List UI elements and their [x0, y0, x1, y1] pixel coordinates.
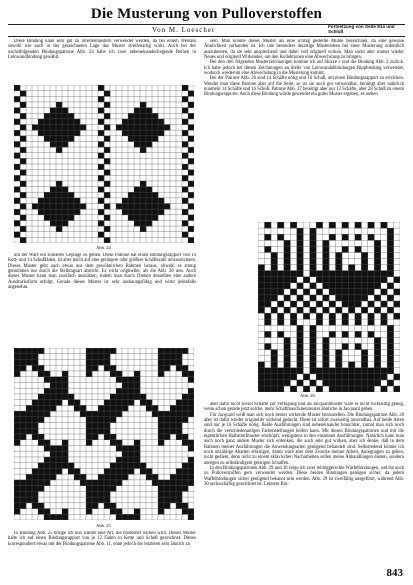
right-column-top	[204, 39, 404, 221]
caption-abb24: Abb. 24	[96, 245, 111, 250]
paragraph: um der Ware ein solideres Gepräge zu geben. Diese Patrone hat einen Bindungsrapport von 14 Kett- und 14 Schußfäden, ist aber leicht auf eine geringere oder größere Schäftezahl umzuzeichnen. Dieses Muster geht auch etwas aus dem gewöhnlichen Rahmen heraus, obwohl es streng genommen nur durch die Stellungsart absticht. Es wirkt origineller, als die Abb. 20 usw. Auch dieses Muster kann man zweifach ausnützen, indem man durch Drehen desselben eine andere Ausdrucksform erfolgt. Gerade dieses Muster ist sehr ausbaungsfähig und wirkt jedenfalls angenehm.	[8, 253, 196, 291]
figure-abb25	[14, 348, 194, 520]
left-column-top	[8, 39, 196, 83]
page-number: 843	[386, 567, 403, 579]
paragraph: In Bindung Abb. 25 bringe ich nun wieder eine Art, die moderner wirken wird. Dieses Muster halte ich auf einen Bindungsrapport von je 12 Fäden in Kette und Schuß gezeichnet. Dieses korrespondiert etwas mit der Bindungspatrone Abb. 11, ohne jedoch der letzteren sehr ähnlich zu	[8, 531, 196, 547]
paragraph: Diese Bindung kann sehr gut zu Streifenmustern verwendet werden, da bei einem Wenden sowohl wie auch in der gezeichneten Lage das Muster streifenartig wirkt. Auch bei der nachstfolgenden Bindungspatrone Abb. 24 habe ich zwei nebeneinanderliegende Reihen in Leinwandbindung gewählt.	[8, 39, 196, 61]
figure-abb24	[14, 85, 194, 243]
left-column-bottom	[8, 531, 196, 571]
paragraph: In den Bindungspatronen Abb. 29 und 30 zeige ich zwei rehbiggerechte Wärfelbindungen, welche auch zu Pulloverstoffen gern verwendet werden. Diese beiden Bindungen genügen sicher, da jedem Waffelbindungen sicher genügend bekannt sein werden. Abb. 29 ist zweifältig ausgeführt, während Abb. 30 sechsschäftig gezeichnet ist. Letztere Bin-	[204, 466, 404, 488]
weave-pattern-grid	[14, 348, 194, 520]
right-column-bottom	[204, 402, 404, 567]
author-line: Von M. Loescher	[152, 26, 216, 34]
paragraph: Für Jacquard weiß man sich noch besser wirkende Muster herzustellen. Die Bindungspatrone Abb. 28 aber ist dafür wieder origineller wirkend gedacht. Diese ist sofort zweiseitig anwendbar. Auf beide Arten sind nur je 16 Schäfte nötig. Beide Ausführungen sind nebeneinander brauchbar, zumal man sich noch durch die verschiedenartigen Farbenstellungen helfen kann. Mit diesen Bindungspatronen und mit die eigentlichen Halbstreifmuster erschöpft, wenigstens in den einzelnen Ausführungen. Natürlich kann man auch noch ganz andere Muster sich erdenken, die auch sehr gut wirken, aber ich denke, daß in dem Rahmen meiner Ausführungen die Anwendungsarten genügend behandelt sind. Selbstredend könnte ich noch unzählige Abarten erbringen, damit wäre aber dem Zwecke meiner Arbeit, Anregungen zu geben, nicht gedient, denn nicht zu einem sklavischen Nacharbeiten sollen meine Abhandlungen dienen, sondern anregen zu selbständigem geistigen Schaffen.	[204, 412, 404, 466]
paragraph: sein. Man könnte dieses Muster als eine schräg gestellte Mühle bezeichnen, da eine gewisse Ähnlichkeit vorhanden ist. Ich rate besonders derartige Musterideen bei einer Musterung ordentlich auszubeuten, da sie sehr ansprechend und dabei voll originell wirken. Man sucht aber immer wieder Neues und originell Wirkendes, um den Kollektionen eine Abwechslung zu bringen.	[204, 39, 404, 61]
byline-rule	[8, 36, 405, 37]
page-title: Die Musterung von Pulloverstoffen	[90, 6, 323, 22]
paragraph: Bei den drei folgenden Musterzeichnungen komme ich auf Skizze c und die Bindung Abb. 2 zurück. Ich habe jedoch bei diesen Zeichnungen an Stelle von Leinwandabbindungen Rippbindung verwendet, wodurch wiederum eine Abwechslung in die Musterung kommt.	[204, 60, 404, 77]
weave-pattern-grid	[258, 222, 400, 392]
weave-pattern-grid	[14, 85, 194, 243]
figure-abb26	[258, 222, 400, 392]
paragraph: aber dafür nicht soviel Schäfte zur Verfügung und als Jacquardmuster wäre es nicht rückläufig genug, wenn schon gerade jetzt solche, mehr Schaftmaschinenmuster ähnliche in Jacquard gehen.	[204, 402, 404, 413]
caption-abb25: Abb. 25	[96, 523, 111, 528]
left-column-middle	[8, 253, 196, 345]
continuation-note: Fortsetzung von Seite 814 und Schluß	[328, 24, 395, 35]
caption-abb26: Abb. 26	[300, 393, 315, 398]
paragraph: Bei der Patrone Abb. 26 sind 14 Schäfte nötig und 16 Schuß, um einen Bindungsrapport zu erreichen. Wendet man diese Patrone aber auf die Seite, so ist sie auch gut verwendbar, benötigt aber natürlich nunmehr 14 Schäfte und 16 Schuß. Patrone Abb. 27 benötigt aber nur 12 Schäfte, aber 28 Schuß zu einem Bindungsrapporte. Auch diese Bindung würde gewendet ein gutes Muster ergeben, es stehen	[204, 76, 404, 98]
